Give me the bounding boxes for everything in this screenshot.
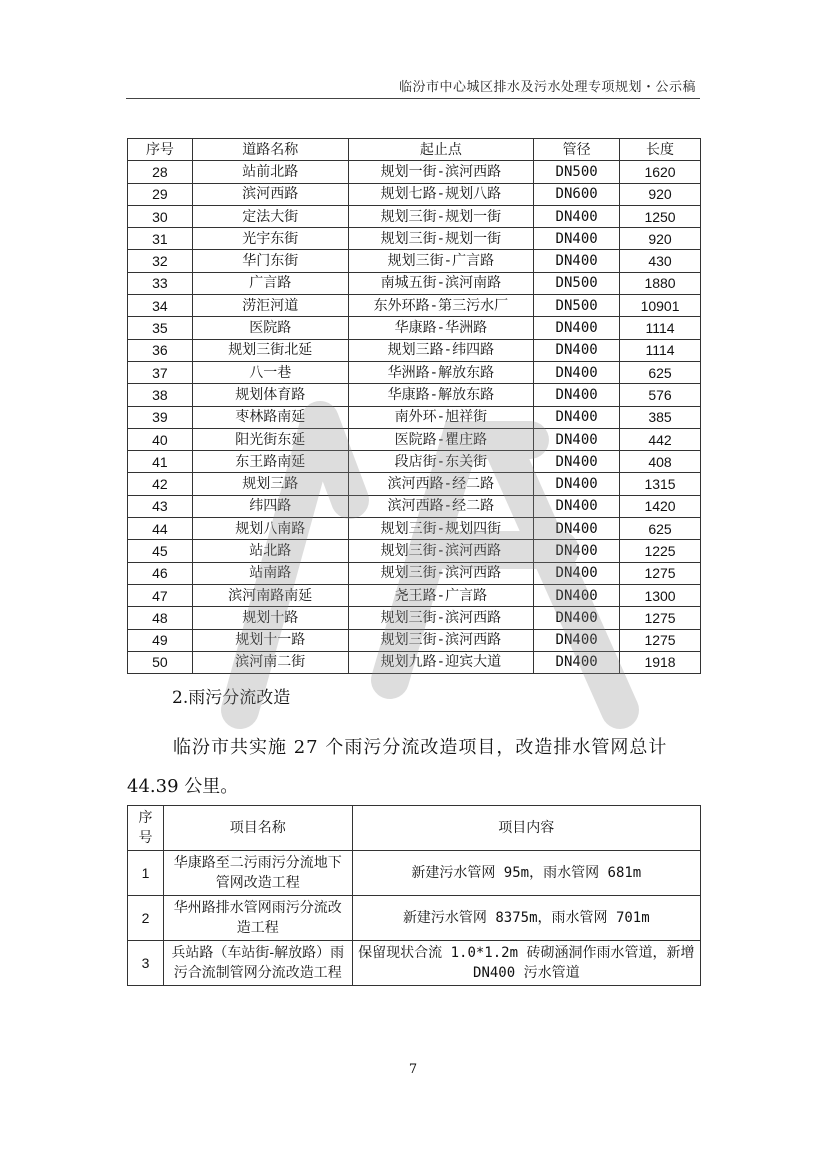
header-divider (126, 98, 700, 99)
cell-length: 10901 (620, 295, 701, 317)
cell-project-content: 新建污水管网 95m，雨水管网 681m (352, 851, 700, 896)
cell-length: 1225 (620, 540, 701, 562)
pipe-table (127, 138, 701, 674)
cell-no: 36 (128, 339, 193, 361)
cell-diameter: DN400 (534, 339, 620, 361)
table-row (128, 451, 701, 473)
cell-road: 八一巷 (192, 361, 348, 383)
cell-diameter: DN400 (534, 406, 620, 428)
cell-length: 920 (620, 228, 701, 250)
table-row (128, 295, 701, 317)
table-row (128, 607, 701, 629)
cell-length: 1275 (620, 629, 701, 651)
cell-road: 滨河南路南延 (192, 584, 348, 606)
cell-length: 1620 (620, 161, 701, 183)
cell-road: 规划十一路 (192, 629, 348, 651)
table-row (128, 161, 701, 183)
cell-range: 医院路-瞿庄路 (348, 428, 534, 450)
cell-no: 41 (128, 451, 193, 473)
cell-length: 920 (620, 183, 701, 205)
cell-length: 1918 (620, 651, 701, 673)
cell-project-content: 保留现状合流 1.0*1.2m 砖砌涵洞作雨水管道，新增 DN400 污水管道 (352, 941, 700, 986)
cell-length: 1315 (620, 473, 701, 495)
cell-road: 定法大街 (192, 205, 348, 227)
cell-no: 1 (128, 851, 164, 896)
cell-diameter: DN400 (534, 540, 620, 562)
cell-road: 站北路 (192, 540, 348, 562)
cell-road: 枣林路南延 (192, 406, 348, 428)
table-row (128, 406, 701, 428)
table-row (128, 250, 701, 272)
cell-range: 规划七路-规划八路 (348, 183, 534, 205)
cell-project-name: 华州路排水管网雨污分流改造工程 (163, 896, 352, 941)
cell-length: 430 (620, 250, 701, 272)
cell-length: 1114 (620, 317, 701, 339)
table-row (128, 272, 701, 294)
cell-length: 1420 (620, 495, 701, 517)
cell-no: 37 (128, 361, 193, 383)
cell-no: 38 (128, 384, 193, 406)
table-row (128, 317, 701, 339)
cell-road: 规划三路 (192, 473, 348, 495)
project-table (127, 805, 701, 986)
cell-diameter: DN400 (534, 607, 620, 629)
cell-diameter: DN400 (534, 584, 620, 606)
cell-range: 滨河西路-经二路 (348, 473, 534, 495)
cell-range: 尧王路-广言路 (348, 584, 534, 606)
table-row (128, 540, 701, 562)
cell-length: 1300 (620, 584, 701, 606)
cell-diameter: DN600 (534, 183, 620, 205)
table-row (128, 183, 701, 205)
col-header-diameter: 管径 (534, 139, 620, 161)
col-header-road: 道路名称 (192, 139, 348, 161)
cell-diameter: DN400 (534, 317, 620, 339)
cell-diameter: DN400 (534, 228, 620, 250)
cell-no: 48 (128, 607, 193, 629)
cell-no: 45 (128, 540, 193, 562)
cell-no: 42 (128, 473, 193, 495)
cell-range: 规划三街-规划一街 (348, 205, 534, 227)
cell-no: 3 (128, 941, 164, 986)
cell-no: 28 (128, 161, 193, 183)
section-paragraph-line1: 临汾市共实施 27 个雨污分流改造项目，改造排水管网总计 (173, 737, 668, 758)
cell-length: 1250 (620, 205, 701, 227)
cell-no: 35 (128, 317, 193, 339)
col-header-no: 序号 (128, 139, 193, 161)
cell-diameter: DN400 (534, 451, 620, 473)
table-row (128, 851, 701, 896)
cell-range: 规划三街-规划四街 (348, 518, 534, 540)
cell-range: 规划三街-规划一街 (348, 228, 534, 250)
cell-range: 华洲路-解放东路 (348, 361, 534, 383)
col-header-project-content: 项目内容 (352, 806, 700, 851)
cell-no: 43 (128, 495, 193, 517)
col-header-project-name: 项目名称 (163, 806, 352, 851)
table-row (128, 473, 701, 495)
cell-range: 规划三街-滨河西路 (348, 562, 534, 584)
table-row (128, 428, 701, 450)
table-row (128, 896, 701, 941)
cell-length: 625 (620, 518, 701, 540)
cell-range: 规划三街-滨河西路 (348, 607, 534, 629)
cell-diameter: DN400 (534, 361, 620, 383)
cell-range: 滨河西路-经二路 (348, 495, 534, 517)
col-header-no: 序号 (128, 806, 164, 851)
table-row (128, 651, 701, 673)
cell-road: 涝洰河道 (192, 295, 348, 317)
cell-road: 纬四路 (192, 495, 348, 517)
cell-road: 规划十路 (192, 607, 348, 629)
section-heading: 2.雨污分流改造 (172, 688, 291, 708)
cell-diameter: DN400 (534, 384, 620, 406)
cell-range: 规划三街-滨河西路 (348, 629, 534, 651)
cell-road: 规划八南路 (192, 518, 348, 540)
cell-range: 规划九路-迎宾大道 (348, 651, 534, 673)
cell-range: 华康路-解放东路 (348, 384, 534, 406)
cell-road: 站南路 (192, 562, 348, 584)
cell-road: 光宇东街 (192, 228, 348, 250)
cell-road: 站前北路 (192, 161, 348, 183)
cell-diameter: DN400 (534, 651, 620, 673)
cell-diameter: DN400 (534, 518, 620, 540)
cell-no: 47 (128, 584, 193, 606)
cell-length: 625 (620, 361, 701, 383)
cell-no: 30 (128, 205, 193, 227)
cell-diameter: DN400 (534, 629, 620, 651)
pipe-table-header (128, 139, 701, 161)
cell-no: 29 (128, 183, 193, 205)
cell-range: 南城五街-滨河南路 (348, 272, 534, 294)
cell-length: 385 (620, 406, 701, 428)
cell-no: 31 (128, 228, 193, 250)
cell-project-content: 新建污水管网 8375m，雨水管网 701m (352, 896, 700, 941)
cell-no: 33 (128, 272, 193, 294)
table-row (128, 361, 701, 383)
document-header: 临汾市中心城区排水及污水处理专项规划・公示稿 (398, 80, 696, 95)
cell-diameter: DN400 (534, 495, 620, 517)
cell-road: 广言路 (192, 272, 348, 294)
cell-no: 44 (128, 518, 193, 540)
cell-no: 50 (128, 651, 193, 673)
table-row (128, 384, 701, 406)
table-row (128, 228, 701, 250)
table-row (128, 518, 701, 540)
cell-no: 32 (128, 250, 193, 272)
project-table-header (128, 806, 701, 851)
cell-diameter: DN400 (534, 473, 620, 495)
cell-no: 49 (128, 629, 193, 651)
cell-road: 华门东街 (192, 250, 348, 272)
table-row (128, 562, 701, 584)
cell-length: 576 (620, 384, 701, 406)
cell-road: 规划三街北延 (192, 339, 348, 361)
cell-length: 1114 (620, 339, 701, 361)
col-header-range: 起止点 (348, 139, 534, 161)
cell-length: 408 (620, 451, 701, 473)
table-row (128, 629, 701, 651)
table-row (128, 584, 701, 606)
cell-range: 东外环路-第三污水厂 (348, 295, 534, 317)
cell-project-name: 兵站路（车站街-解放路）雨污合流制管网分流改造工程 (163, 941, 352, 986)
table-row (128, 205, 701, 227)
cell-diameter: DN400 (534, 428, 620, 450)
cell-diameter: DN400 (534, 562, 620, 584)
cell-diameter: DN500 (534, 161, 620, 183)
cell-no: 39 (128, 406, 193, 428)
cell-no: 2 (128, 896, 164, 941)
cell-no: 46 (128, 562, 193, 584)
col-header-length: 长度 (620, 139, 701, 161)
cell-diameter: DN400 (534, 250, 620, 272)
cell-road: 规划体育路 (192, 384, 348, 406)
table-row (128, 941, 701, 986)
page-number: 7 (408, 1062, 418, 1077)
cell-range: 段店街-东关街 (348, 451, 534, 473)
cell-length: 1880 (620, 272, 701, 294)
cell-no: 40 (128, 428, 193, 450)
table-row (128, 495, 701, 517)
cell-road: 阳光街东延 (192, 428, 348, 450)
cell-range: 规划一街-滨河西路 (348, 161, 534, 183)
cell-range: 南外环-旭祥街 (348, 406, 534, 428)
cell-road: 医院路 (192, 317, 348, 339)
cell-range: 规划三路-纬四路 (348, 339, 534, 361)
cell-length: 1275 (620, 607, 701, 629)
cell-length: 442 (620, 428, 701, 450)
table-row (128, 339, 701, 361)
cell-length: 1275 (620, 562, 701, 584)
cell-project-name: 华康路至二污雨污分流地下管网改造工程 (163, 851, 352, 896)
cell-diameter: DN400 (534, 205, 620, 227)
cell-road: 东王路南延 (192, 451, 348, 473)
cell-road: 滨河西路 (192, 183, 348, 205)
cell-diameter: DN500 (534, 295, 620, 317)
section-paragraph-line2: 44.39 公里。 (127, 776, 239, 797)
cell-range: 规划三街-滨河西路 (348, 540, 534, 562)
cell-range: 华康路-华洲路 (348, 317, 534, 339)
cell-no: 34 (128, 295, 193, 317)
cell-road: 滨河南二街 (192, 651, 348, 673)
cell-range: 规划三街-广言路 (348, 250, 534, 272)
cell-diameter: DN500 (534, 272, 620, 294)
